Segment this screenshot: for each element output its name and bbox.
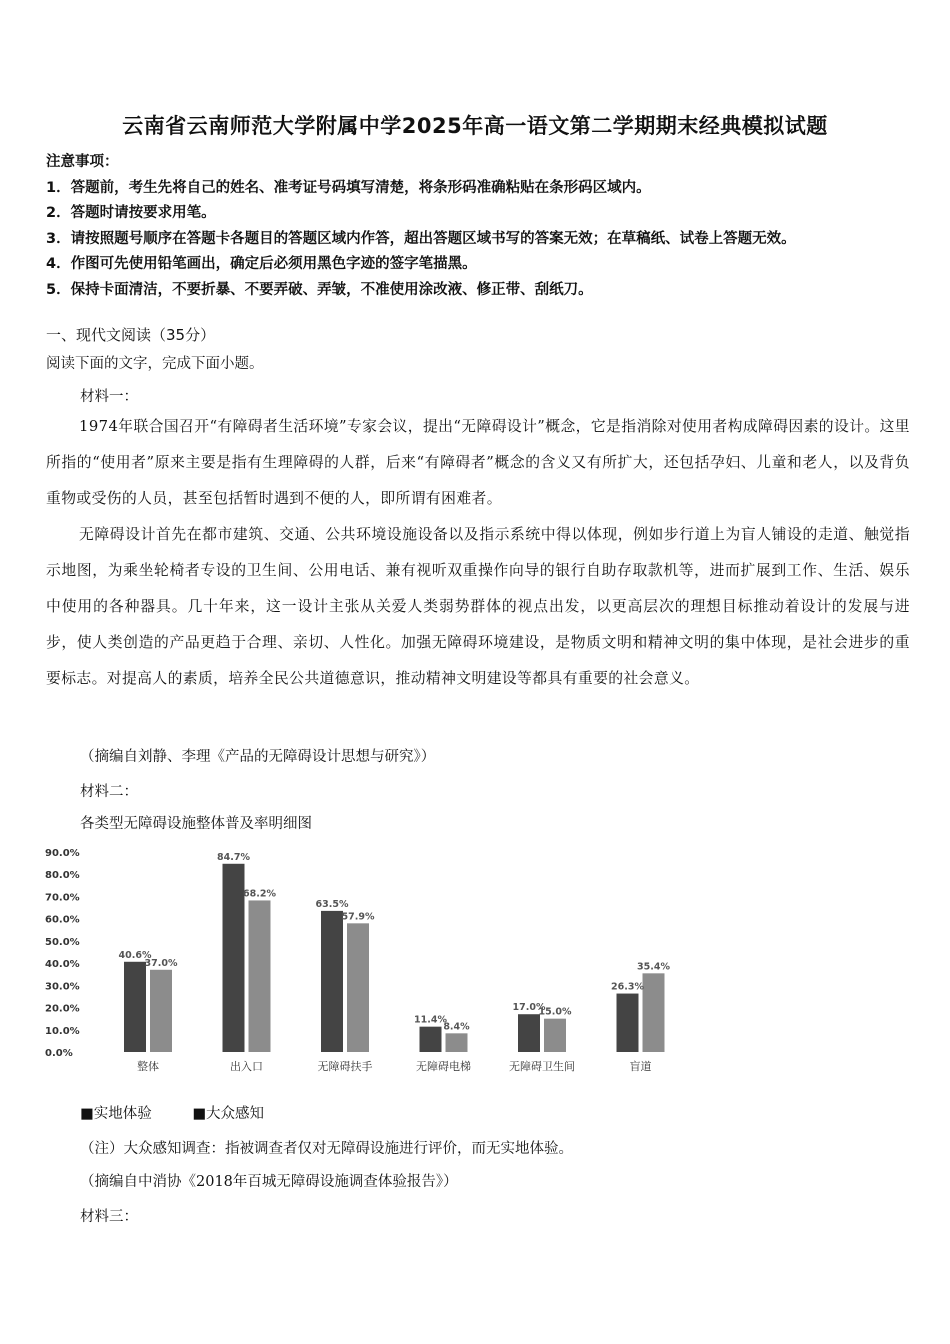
data-label: 37.0% [144,957,178,969]
data-label: 84.7% [217,851,250,863]
material1-source: （摘编自刘静、李理《产品的无障碍设计思想与研究》） [80,749,436,765]
bar [249,900,271,1052]
page-title: 云南省云南师范大学附属中学2025年高一语文第二学期期末经典模拟试题 [122,114,828,138]
bar [518,1014,540,1052]
chart-legend [80,1102,300,1123]
bar [544,1019,566,1052]
bar [150,970,172,1052]
y-tick-label: 90.0% [45,848,80,859]
notice-heading: 注意事项： [46,154,119,170]
y-tick-label: 60.0% [45,914,80,926]
data-label: 57.9% [341,911,375,923]
section-heading: 一、现代文阅读（35分） [46,326,216,344]
data-label: 8.4% [443,1021,470,1033]
bar [347,923,369,1052]
notice-block [46,150,796,303]
chart-title: 各类型无障碍设施整体普及率明细图 [80,816,312,832]
category-label: 整体 [137,1060,159,1073]
section-instruction: 阅读下面的文字，完成下面小题。 [46,356,264,372]
category-label: 无障碍扶手 [317,1060,373,1073]
y-tick-label: 30.0% [45,981,80,993]
notice-item: 3．请按照题号顺序在答题卡各题目的答题区域内作答，超出答题区域书写的答案无效；在草稿纸、试卷上答题无效。 [46,230,796,247]
material3-label: 材料三： [80,1209,138,1225]
data-label: 26.3% [611,981,644,993]
legend-item-field: ■实地体验 [80,1106,152,1122]
data-label: 11.4% [414,1014,447,1026]
notice-item: 2．答题时请按要求用笔。 [46,205,216,221]
data-label: 17.0% [512,1002,546,1014]
bar [223,864,245,1052]
y-tick-label: 40.0% [45,959,80,971]
material1-paragraph-1: 1974年联合国召开“有障碍者生活环境”专家会议，提出“无障碍设计”概念，它是指消除对使用者构成障碍因素的设计。这里所指的“使用者”原来主要是指有生理障碍的人群，后来“有障碍者”概念的含义又有所扩大，还包括孕妇、儿童和老人，以及背负重物或受伤的人员，甚至包括暂时遇到不便的人，即所谓有困难者。 [46,418,910,507]
data-label: 40.6% [118,949,152,961]
y-tick-label: 70.0% [45,892,80,904]
legend-item-public: ■大众感知 [192,1106,265,1122]
notice-item: 5．保持卡面清洁，不要折暴、不要弄破、弄皱，不准使用涂改液、修正带、刮纸刀。 [46,281,593,298]
category-label: 无障碍卫生间 [509,1060,575,1073]
y-tick-label: 0.0% [45,1048,73,1059]
bar [124,962,146,1052]
y-tick-label: 80.0% [45,870,80,882]
material1-label: 材料一： [80,389,138,405]
bar [617,994,639,1052]
bar [446,1033,468,1052]
category-label: 出入口 [230,1060,263,1073]
y-tick-label: 10.0% [45,1025,80,1037]
data-label: 35.4% [637,961,670,973]
notice-item: 4．作图可先使用铅笔画出，确定后必须用黑色字迹的签字笔描黑。 [46,256,477,272]
data-label: 15.0% [538,1006,572,1018]
category-label: 无障碍电梯 [416,1060,471,1073]
notice-item: 1．答题前，考生先将自己的姓名、准考证号码填写清楚，将条形码准确粘贴在条形码区域内。 [46,179,651,196]
material2-label: 材料二： [80,784,138,800]
bar [420,1027,442,1052]
y-tick-label: 20.0% [45,1003,80,1015]
category-label: 盲道 [629,1060,652,1073]
data-label: 68.2% [243,888,276,900]
data-label: 63.5% [315,898,349,910]
bar [643,973,665,1052]
chart-note: （注）大众感知调查：指被调查者仅对无障碍设施进行评价，而无实地体验。 [80,1141,573,1157]
y-tick-label: 50.0% [45,936,80,948]
bar-chart [40,838,700,1078]
material1-paragraph-2: 无障碍设计首先在都市建筑、交通、公共环境设施设备以及指示系统中得以体现，例如步行道上为盲人铺设的走道、触觉指示地图，为乘坐轮椅者专设的卫生间、公用电话、兼有视听双重操作向导的银行自助存取款机等，进而扩展到工作、生活、娱乐中使用的各种器具。几十年来，这一设计主张从关爱人类弱势群体的视点出发，以更高层次的理想目标推动着设计的发展与进步，使人类创造的产品更趋于合理、亲切、人性化。加强无障碍环境建设，是物质文明和精神文明的集中体现，是社会进步的重要标志。对提高人的素质，培养全民公共道德意识，推动精神文明建设等都具有重要的社会意义。 [46,526,910,687]
bar [321,911,343,1052]
material2-source: （摘编自中消协《2018年百城无障碍设施调查体验报告》） [80,1174,458,1190]
